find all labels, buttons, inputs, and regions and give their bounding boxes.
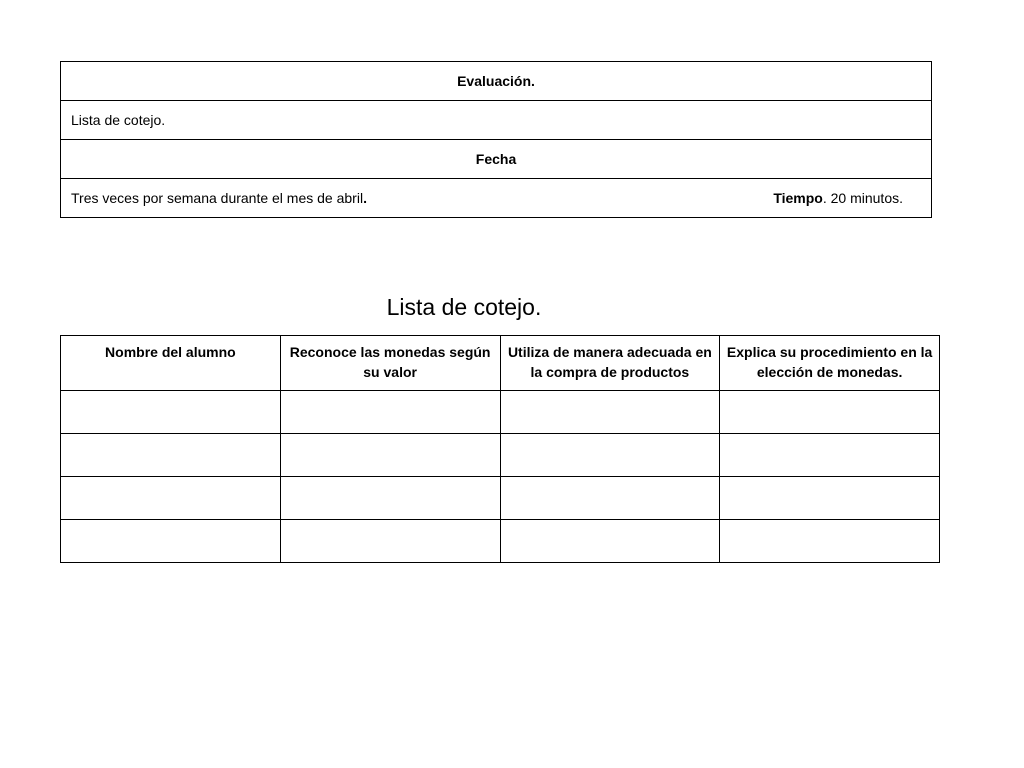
evaluation-header: Evaluación. [61,62,932,101]
schedule-cell [61,179,932,218]
time-value: . 20 minutos. [822,190,903,206]
date-header: Fecha [61,140,932,179]
time-label: Tiempo [773,190,823,206]
table-cell [280,434,500,477]
column-header-student-name: Nombre del alumno [61,336,281,391]
date-header-row [61,140,932,179]
column-header-uses-properly: Utiliza de manera adecuada en la compra de productos [500,336,720,391]
table-cell [720,391,940,434]
column-header-explains-procedure: Explica su procedimiento en la elección de monedas. [720,336,940,391]
column-header-recognizes-coins: Reconoce las monedas según su valor [280,336,500,391]
table-cell [500,520,720,563]
table-cell [500,391,720,434]
table-row [61,391,940,434]
evaluation-method: Lista de cotejo. [61,101,932,140]
table-cell [61,391,281,434]
evaluation-header-row [61,62,932,101]
table-cell [61,520,281,563]
table-cell [280,520,500,563]
evaluation-method-row [61,101,932,140]
checklist-title: Lista de cotejo. [386,294,542,320]
schedule-text-group [71,190,367,206]
table-cell [720,520,940,563]
evaluation-table [60,61,932,218]
schedule-period: . [363,190,367,206]
table-cell [61,434,281,477]
table-cell [720,434,940,477]
table-row [61,520,940,563]
checklist-table [60,335,940,563]
table-cell [61,477,281,520]
time-group [773,190,903,206]
table-cell [720,477,940,520]
table-cell [500,434,720,477]
table-cell [500,477,720,520]
table-row [61,434,940,477]
schedule-text: Tres veces por semana durante el mes de abril [71,190,364,206]
table-cell [280,477,500,520]
table-row [61,477,940,520]
table-cell [280,391,500,434]
schedule-row [61,179,932,218]
checklist-header-row [61,336,940,391]
